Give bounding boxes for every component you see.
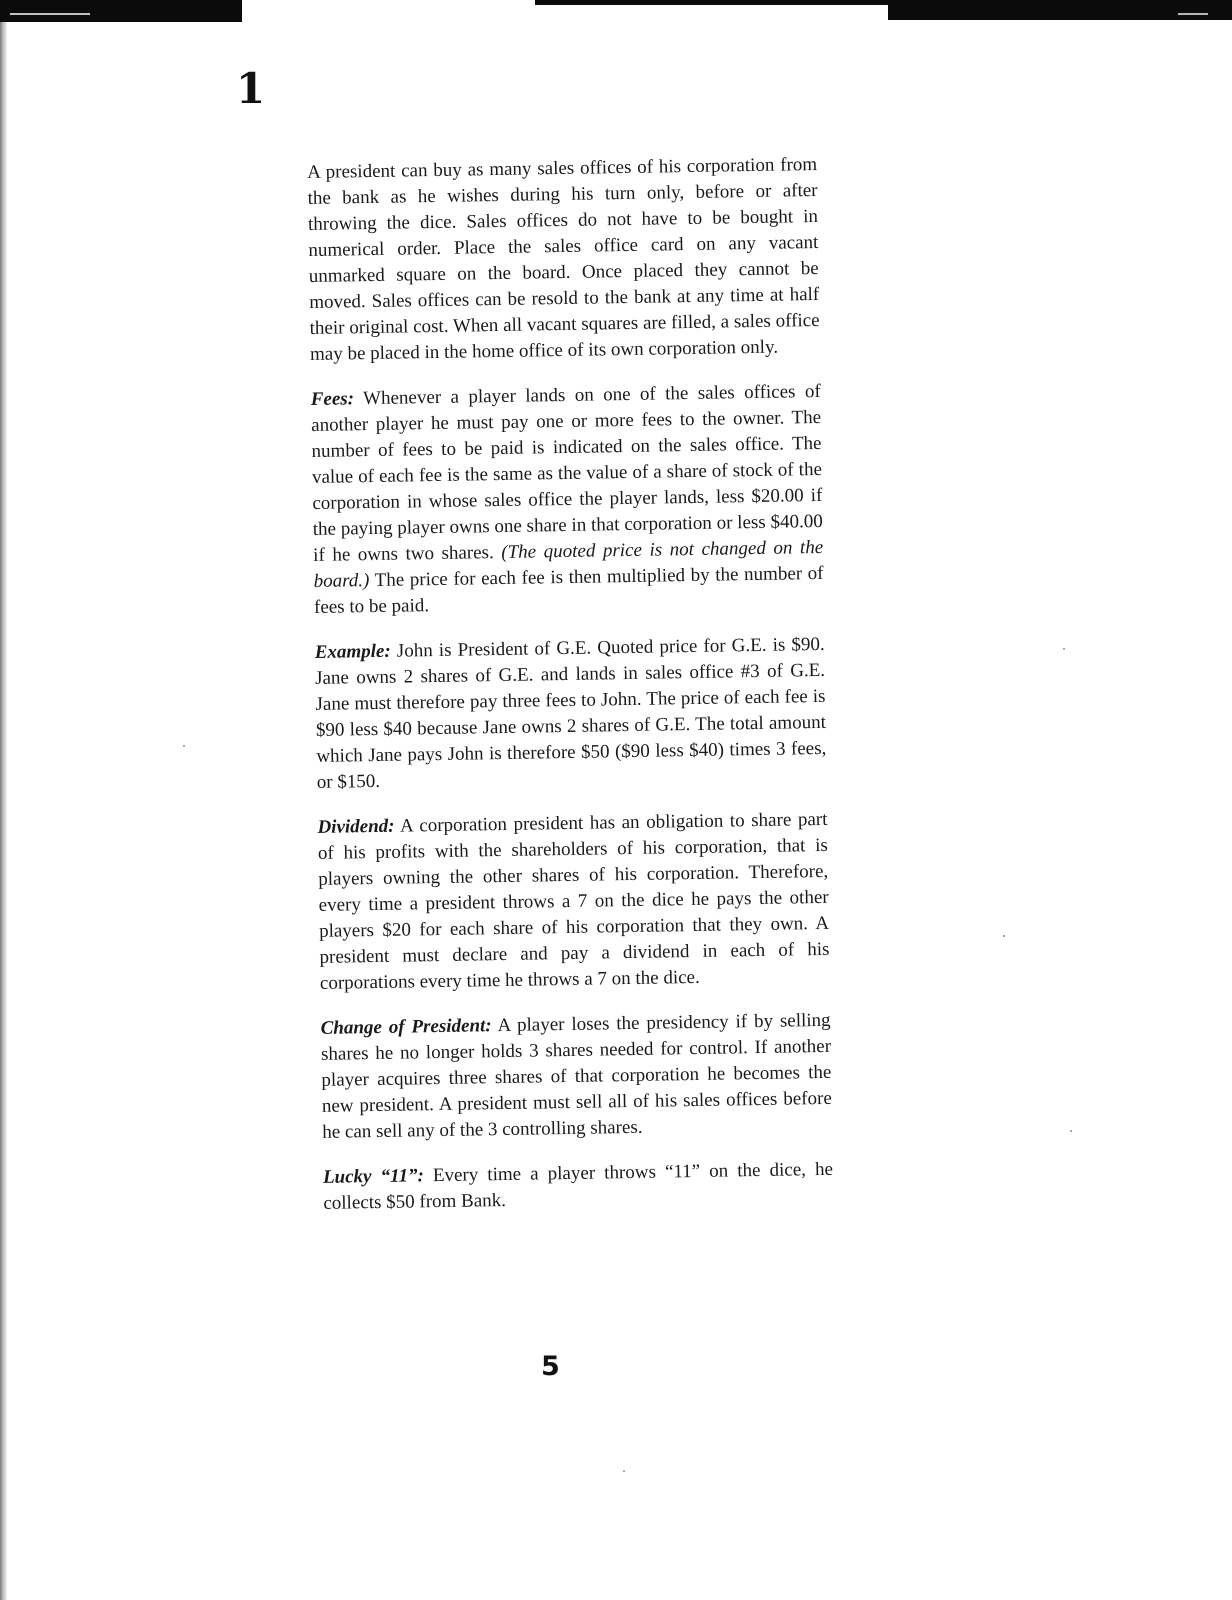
paragraph-dividend	[317, 807, 830, 997]
scan-speck	[623, 1470, 625, 1472]
paragraph-lucky-11	[323, 1157, 834, 1217]
scan-border-top-left	[0, 0, 242, 22]
scan-border-top-middle	[535, 0, 890, 5]
paragraph-tail: The price for each fee is then multiplied by the number of fees to be paid.	[313, 562, 824, 618]
scan-edge-left	[0, 22, 7, 1600]
scan-speck	[1063, 648, 1065, 650]
paragraph-fees	[311, 379, 825, 621]
paragraph-term: Example:	[314, 640, 391, 663]
rules-text	[307, 152, 834, 1236]
scan-border-top-right	[888, 0, 1232, 20]
paragraph-term: Change of President:	[320, 1015, 492, 1039]
section-mark: 1	[236, 64, 266, 113]
paragraph-text: A player loses the presidency if by selling shares he no longer holds 3 shares needed for control. If another player acquires three shares of that corporation he becomes the new president. A president must sell all of his sales offices before he can sell any of the 3 controlling shares.	[320, 1009, 832, 1143]
paragraph-term: Fees:	[310, 388, 355, 410]
paragraph-term: Dividend:	[317, 815, 395, 838]
paragraph-aside: (The quoted price is not changed on the board.)	[313, 536, 824, 592]
paragraph-text: John is President of G.E. Quoted price for G.E. is $90. Jane owns 2 shares of G.E. and lands in sales office #3 of G.E. Jane must therefore pay three fees to John. The price of each fee is $90 less $40 because Jane owns 2 shares of G.E. The total amount which Jane pays John is therefore $50 ($90 less $40) times 3 fees, or $150.	[314, 633, 827, 793]
scan-streak	[10, 13, 90, 15]
paragraph-text: Whenever a player lands on one of the sales offices of another player he must pay one or more fees to the owner. The number of fees to be paid is indicated on the sales office. The value of each fee is the same as the value of a share of stock of the corporation in whose sales office the player lands, less $20.00 if the paying player owns one share in that corporation or less $40.00 if he owns two shares.	[311, 380, 823, 566]
page-number: 5	[541, 1351, 560, 1382]
scan-speck	[1070, 1130, 1072, 1132]
scan-speck	[183, 745, 185, 747]
scan-speck	[1003, 935, 1005, 937]
paragraph-text: Every time a player throws “11” on the dice, he collects $50 from Bank.	[323, 1158, 834, 1214]
paragraph-sales-offices	[307, 152, 820, 368]
paragraph-text: A corporation president has an obligation to share part of his profits with the shareholders of his corporation, that is players owning the other shares of his corporation. Therefore, every time a president throws a 7 on the dice he pays the other players $20 for each share of his corporation that they own. A president must declare and pay a dividend in each of his corporations every time he throws a 7 on the dice.	[317, 808, 830, 994]
paragraph-term: Lucky “11”:	[322, 1165, 425, 1188]
paragraph-change-of-president	[320, 1008, 832, 1146]
scan-streak	[1178, 13, 1208, 15]
paragraph-text: A president can buy as many sales offices of his corporation from the bank as he wishes during his turn only, before or after throwing the dice. Sales offices do not have to be bought in numerical order. Place the sales office card on any vacant unmarked square on the board. Once placed they cannot be moved. Sales offices can be resold to the bank at any time at half their original cost. When all vacant squares are filled, a sales office may be placed in the home office of its own corporation only.	[307, 153, 820, 365]
paragraph-example	[315, 632, 827, 796]
